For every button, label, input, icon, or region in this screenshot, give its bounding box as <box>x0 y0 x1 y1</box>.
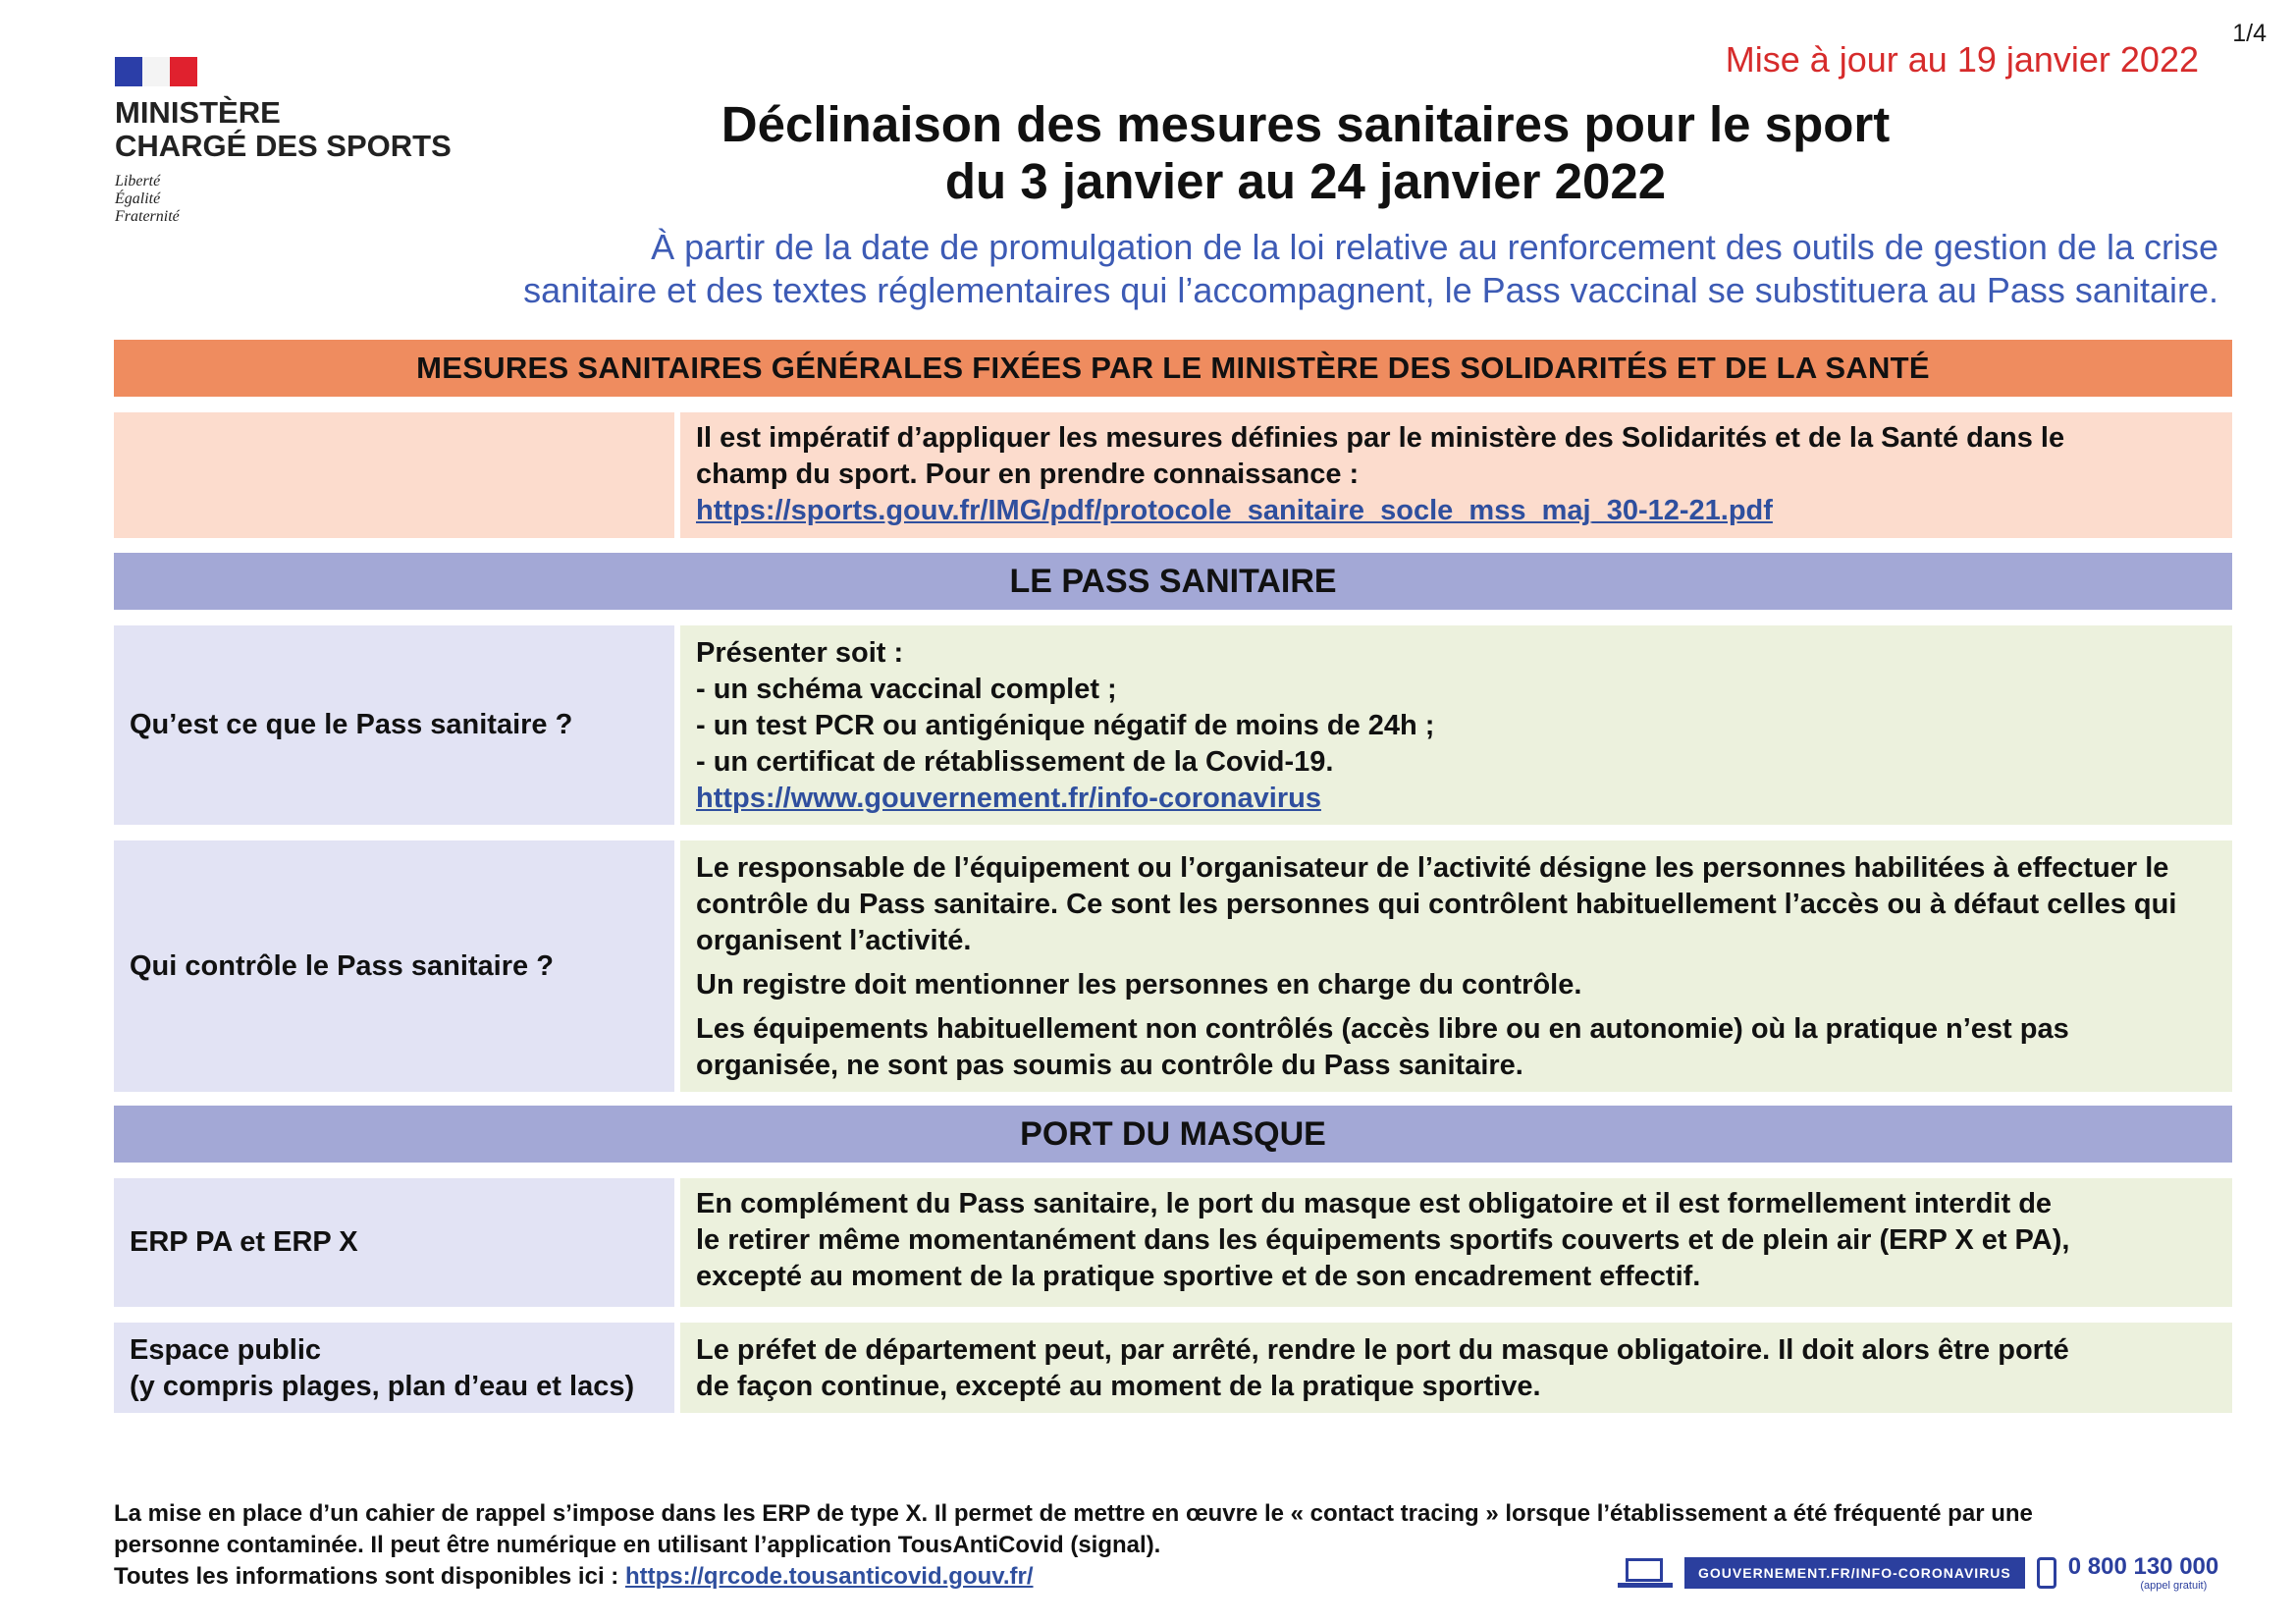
ministry-name <box>115 96 452 163</box>
mask-erp-label: ERP PA et ERP X <box>130 1226 358 1258</box>
motto-fraternite: Fraternité <box>115 208 180 225</box>
pass-definition-line: - un schéma vaccinal complet ; <box>696 674 1117 705</box>
pass-control-paragraph-1: Le responsable de l’équipement ou l’organisateur de l’activité désigne les personnes habilitées à effectuer le contrôle du Pass sanitaire. Ce sont les personnes qui contrôlent habituellement l’accès ou à défaut celles qui organisent l’activité. <box>696 852 2177 956</box>
protocol-link[interactable]: https://sports.gouv.fr/IMG/pdf/protocole_sanitaire_socle_mss_maj_30-12-21.pdf <box>696 495 1773 526</box>
mask-public-text-cell <box>680 1323 2232 1413</box>
pass-sanitaire-header: LE PASS SANITAIRE <box>114 553 2232 610</box>
pass-control-paragraph-3: Les équipements habituellement non contrôlés (accès libre ou en autonomie) où la pratique n’est pas organisée, ne sont pas soumis au contrôle du Pass sanitaire. <box>696 1013 2069 1081</box>
pass-definition-line: - un test PCR ou antigénique négatif de moins de 24h ; <box>696 710 1435 741</box>
motto-egalite: Égalité <box>115 190 161 207</box>
page-title-line1: Déclinaison des mesures sanitaires pour le sport <box>721 96 1891 152</box>
mask-erp-line2: le retirer même momentanément dans les équipements sportifs couverts et de plein air (ERP X et PA), <box>696 1224 2070 1256</box>
general-measures-line2: champ du sport. Pour en prendre connaissance : <box>696 459 1360 490</box>
pass-question-label: Qu’est ce que le Pass sanitaire ? <box>130 709 573 740</box>
mask-erp-text-cell <box>680 1178 2232 1307</box>
mask-public-label-cell <box>114 1323 674 1413</box>
page-number: 1/4 <box>2232 20 2267 47</box>
pass-control-question-cell <box>114 840 674 1092</box>
footer-contact-badges <box>1618 1554 2218 1592</box>
general-measures-header: MESURES SANITAIRES GÉNÉRALES FIXÉES PAR LE MINISTÈRE DES SOLIDARITÉS ET DE LA SANTÉ <box>114 340 2232 397</box>
mask-public-line2: de façon continue, excepté au moment de la pratique sportive. <box>696 1371 1541 1402</box>
mask-header: PORT DU MASQUE <box>114 1106 2232 1163</box>
pass-control-answer-cell <box>680 840 2232 1092</box>
mask-public-label-line1: Espace public <box>130 1334 322 1366</box>
general-measures-left-cell <box>114 412 674 538</box>
footer-line1: La mise en place d’un cahier de rappel s’impose dans les ERP de type X. Il permet de mettre en œuvre le « contact tracing » lorsque l’établissement a été fréquenté par une <box>114 1500 2033 1527</box>
general-measures-text-cell <box>680 412 2232 538</box>
footer-line2: personne contaminée. Il peut être numérique en utilisant l’application TousAntiCovid (signal). <box>114 1532 1161 1558</box>
ministry-name-line2: CHARGÉ DES SPORTS <box>115 129 452 163</box>
coronavirus-info-link[interactable]: https://www.gouvernement.fr/info-coronavirus <box>696 783 1321 814</box>
phone-note: (appel gratuit) <box>2140 1580 2208 1592</box>
pass-definition-cell <box>680 625 2232 825</box>
intro-line2: sanitaire et des textes réglementaires qui l’accompagnent, le Pass vaccinal se substituera au Pass sanitaire. <box>523 270 2218 310</box>
laptop-icon <box>1618 1556 1673 1590</box>
general-measures-line1: Il est impératif d’appliquer les mesures définies par le ministère des Solidarités et de la Santé dans le <box>696 422 2065 454</box>
footer-line3-prefix: Toutes les informations sont disponibles ici : <box>114 1563 625 1590</box>
pass-question-cell <box>114 625 674 825</box>
tousanticovid-link[interactable]: https://qrcode.tousanticovid.gouv.fr/ <box>624 1563 1034 1590</box>
pass-definition-line: Présenter soit : <box>696 637 904 669</box>
phone-block <box>2068 1554 2218 1592</box>
ministry-logo <box>115 57 452 226</box>
page-title-line2: du 3 janvier au 24 janvier 2022 <box>944 153 1667 209</box>
intro-line1: À partir de la date de promulgation de la loi relative au renforcement des outils de gestion de la crise <box>651 227 2218 267</box>
mask-public-line1: Le préfet de département peut, par arrêté, rendre le port du masque obligatoire. Il doit alors être porté <box>696 1334 2069 1366</box>
intro-text <box>373 226 2218 312</box>
pass-control-paragraph-2: Un registre doit mentionner les personnes en charge du contrôle. <box>696 969 1582 1001</box>
phone-number[interactable]: 0 800 130 000 <box>2067 1553 2219 1580</box>
ministry-name-line1: MINISTÈRE <box>115 95 281 130</box>
french-flag-icon <box>115 57 197 86</box>
republic-motto <box>115 173 452 226</box>
update-date: Mise à jour au 19 janvier 2022 <box>1725 39 2199 80</box>
pass-definition-line: - un certificat de rétablissement de la Covid-19. <box>696 746 1334 778</box>
pass-control-question-label: Qui contrôle le Pass sanitaire ? <box>130 949 554 982</box>
mask-erp-label-cell <box>114 1178 674 1307</box>
phone-icon <box>2037 1557 2056 1589</box>
mask-erp-line3: excepté au moment de la pratique sportive et de son encadrement effectif. <box>696 1261 1701 1292</box>
mask-erp-line1: En complément du Pass sanitaire, le port du masque est obligatoire et il est formellement interdit de <box>696 1188 2053 1219</box>
gov-info-badge[interactable]: GOUVERNEMENT.FR/INFO-CORONAVIRUS <box>1684 1557 2025 1589</box>
mask-public-label-line2: (y compris plages, plan d’eau et lacs) <box>130 1371 635 1402</box>
page-title <box>471 96 2140 210</box>
motto-liberte: Liberté <box>115 173 161 189</box>
